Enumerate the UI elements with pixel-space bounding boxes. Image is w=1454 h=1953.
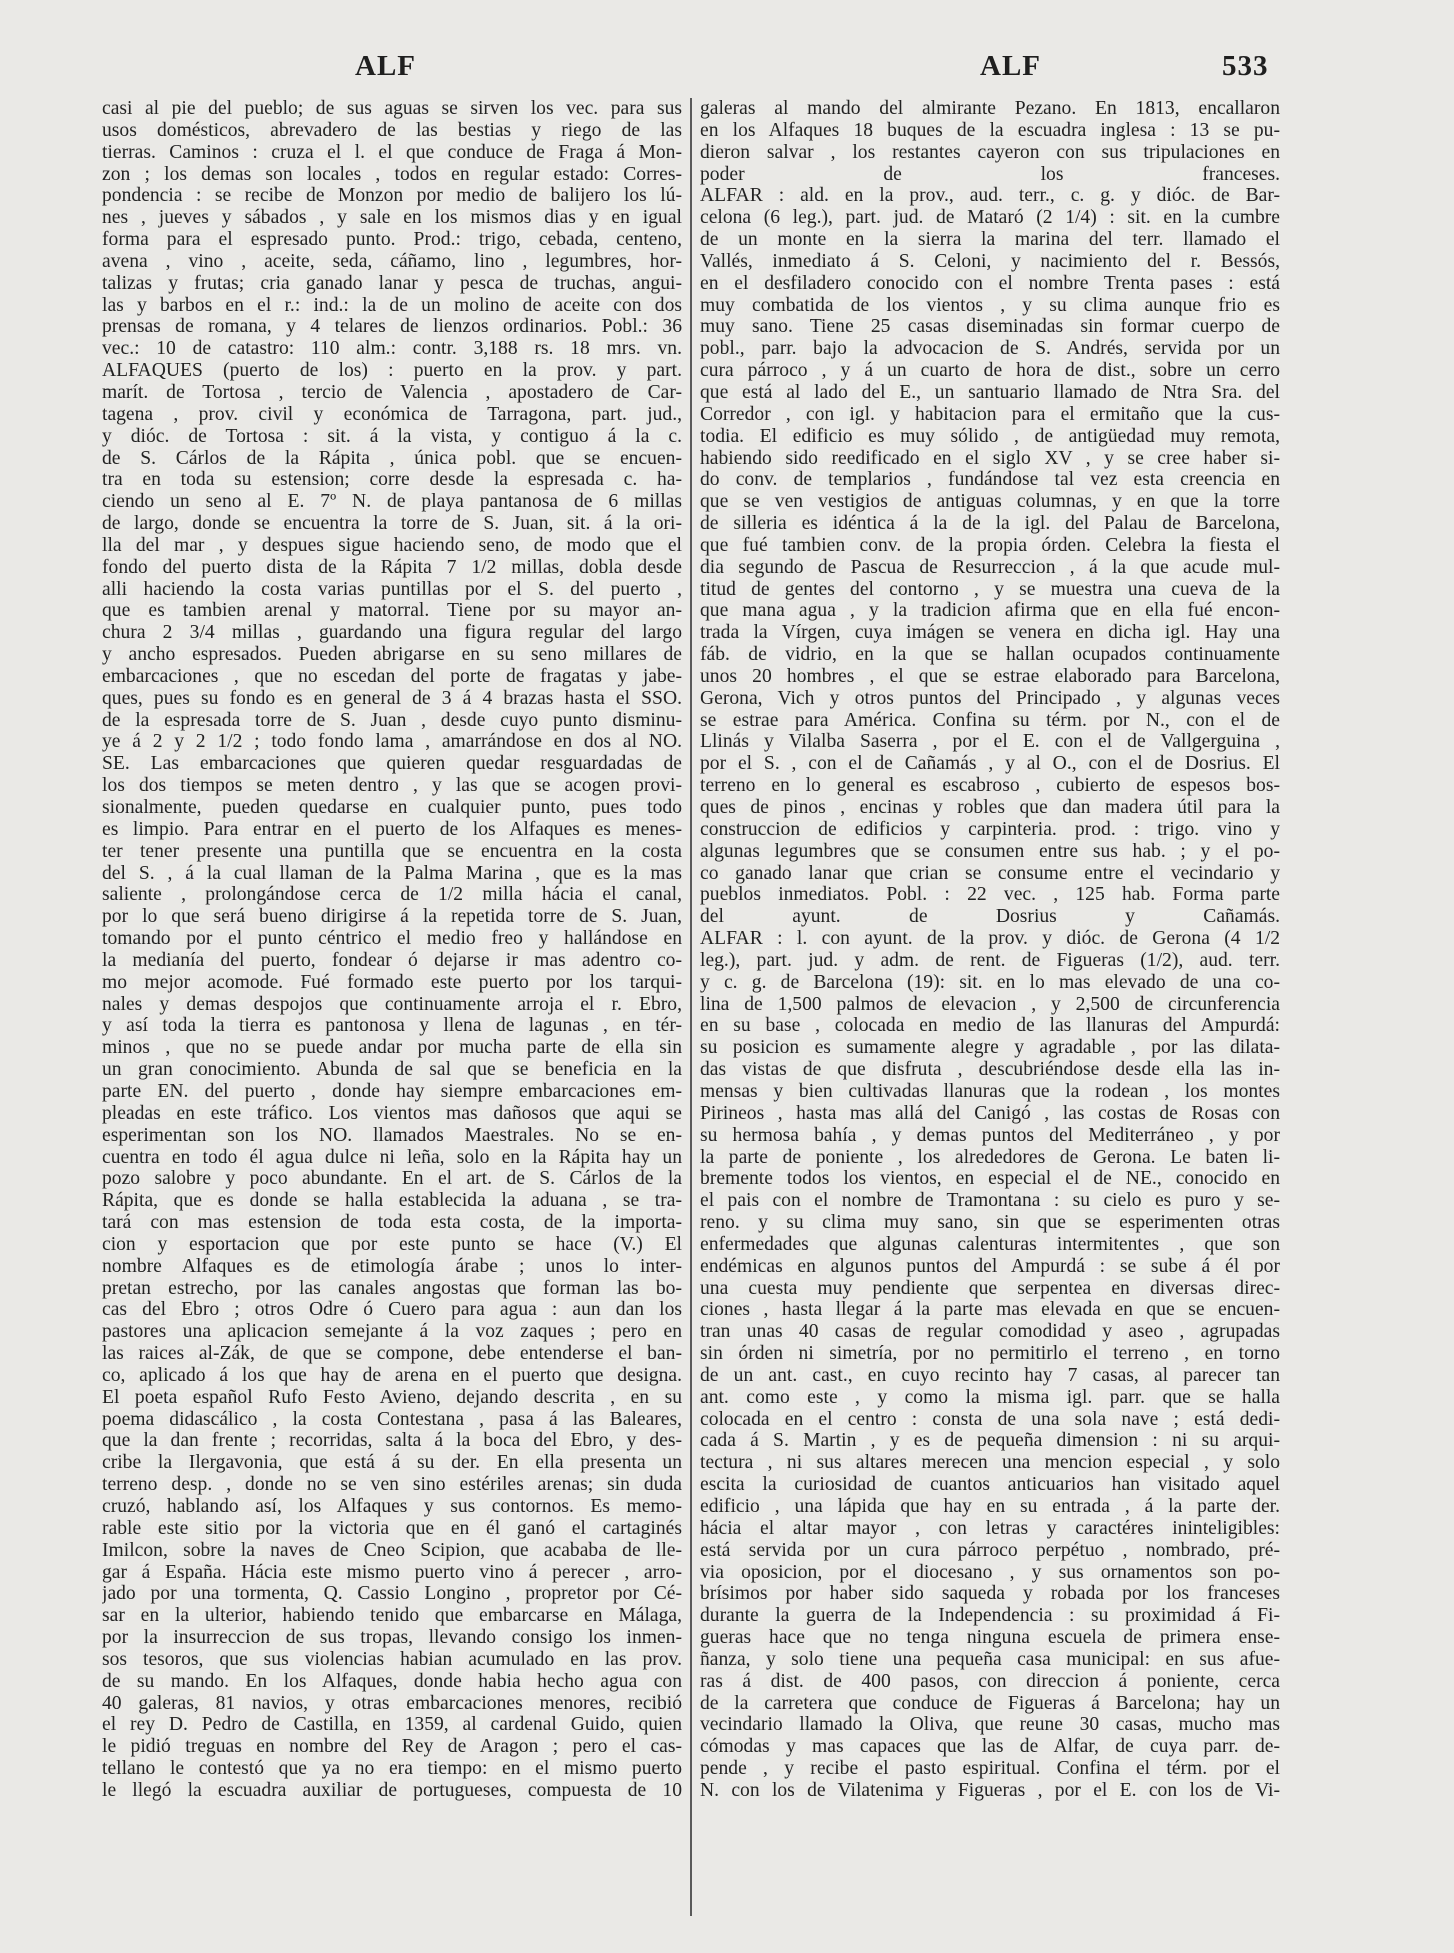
text-line: co ganado lanar que crian se consume entre el vecindario y [700,862,1280,884]
text-line: la parte de poniente , los alrededores de Gerona. Le baten li- [700,1146,1280,1168]
text-line: do conv. de templarios , fundándose tal vez esta creencia en [700,469,1280,491]
text-line: nombre Alfaques es de etimología árabe ; unos lo inter- [102,1255,682,1277]
text-line: poema didascálico , la costa Contestana , pasa á las Baleares, [102,1408,682,1430]
text-line: que fué tambien conv. de la propia órden. Celebra la fiesta el [700,534,1280,556]
text-line: habiendo sido reedificado en el siglo XV , y se cree haber si- [700,447,1280,469]
text-line: das vistas de que disfruta , descubriéndose desde ella las in- [700,1059,1280,1081]
text-line: tellano le contestó que ya no era tiempo: en el mismo puerto [102,1758,682,1780]
text-column-right [700,98,1280,1920]
text-line: de un ant. cast., en cuyo recinto hay 7 casas, al parecer tan [700,1364,1280,1386]
running-head-right: ALF [980,50,1041,82]
text-line: jado por una tormenta, Q. Cassio Longino , propretor por Cé- [102,1583,682,1605]
text-line: cruzó, hablando así, los Alfaques y sus contornos. Es memo- [102,1496,682,1517]
text-line: tará con mas estension de toda esta costa, de la importa- [102,1212,682,1234]
text-line: edificio , una lápida que hay en su entrada , á la parte der. [700,1496,1280,1517]
text-line: pende , y recibe el pasto espiritual. Confina el térm. por el [700,1758,1280,1780]
text-line: vecindario llamado la Oliva, que reune 30 casas, mucho mas [700,1714,1280,1736]
text-line: usos domésticos, abrevadero de las bestias y riego de las [102,119,682,141]
text-line: dia segundo de Pascua de Resurreccion , á la que acude mul- [700,556,1280,578]
text-line: Imilcon, sobre la naves de Cneo Scipion, que acababa de lle- [102,1539,682,1561]
text-line: por lo que será bueno dirigirse á la repetida torre de S. Juan, [102,906,682,928]
text-line: cómodas y mas capaces que las de Alfar, de cuya parr. de- [700,1736,1280,1758]
text-line: ye á 2 y 2 1/2 ; todo fondo lama , amarrándose en dos al NO. [102,731,682,753]
text-line: que está al lado del E., un santuario llamado de Ntra Sra. del [700,381,1280,403]
text-line: está servida por un cura párroco perpétuo , nombrado, pré- [700,1539,1280,1561]
text-line: Rápita, que es donde se halla establecida la aduana , se tra- [102,1190,682,1212]
running-head-left: ALF [355,50,416,82]
text-line: lina de 1,500 palmos de elevacion , y 2,500 de circunferencia [700,993,1280,1015]
text-line: pueblos inmediatos. Pobl. : 22 vec. , 125 hab. Forma parte [700,884,1280,906]
text-line: sin órden ni simetría, por no permitirlo el terreno , en torno [700,1343,1280,1365]
text-line: ñanza, y solo tiene una pequeña casa municipal: en sus afue- [700,1648,1280,1670]
page-number: 533 [1222,50,1269,82]
text-line: celona (6 leg.), part. jud. de Mataró (2 1/4) : sit. en la cumbre [700,207,1280,229]
text-line: un gran conocimiento. Abunda de sal que se beneficia en la [102,1059,682,1081]
text-line: bremente todos los vientos, en especial el de NE., conocido en [700,1168,1280,1190]
text-line: ques, pues su fondo es en general de 3 á 4 brazas hasta el SSO. [102,687,682,709]
text-line: El poeta español Rufo Festo Avieno, dejando descrita , en su [102,1386,682,1408]
text-line: tran unas 40 casas de regular comodidad y aseo , agrupadas [700,1321,1280,1343]
text-line: saliente , prolongándose cerca de 1/2 milla hácia el canal, [102,884,682,906]
text-line: fondo del puerto dista de la Rápita 7 1/2 millas, dobla desde [102,556,682,578]
text-line: casi al pie del pueblo; de sus aguas se sirven los vec. para sus [102,98,682,119]
text-line: el pais con el nombre de Tramontana : su cielo es puro y se- [700,1190,1280,1212]
text-line: de su mando. En los Alfaques, donde habia hecho agua con [102,1670,682,1692]
text-line: trada la Vírgen, cuya imágen se venera en dicha igl. Hay una [700,622,1280,644]
text-line: unos 20 hombres , el que se estrae elaborado para Barcelona, [700,665,1280,687]
text-line: nes , jueves y sábados , y sale en los mismos dias y en igual [102,207,682,229]
text-line: brísimos por haber sido saqueda y robada por los franceses [700,1583,1280,1605]
text-line: mo mejor acomode. Fué formado este puerto por los tarqui- [102,971,682,993]
text-line: ciendo un seno al E. 7º N. de playa pantanosa de 6 millas [102,491,682,513]
text-line: en su base , colocada en medio de las llanuras del Ampurdá: [700,1015,1280,1037]
text-line: del S. , á la cual llaman de la Palma Marina , que es la mas [102,862,682,884]
text-line: fáb. de vidrio, en la que se hallan ocupados continuamente [700,644,1280,666]
text-line: su posicion es sumamente alegre y agradable , por las dilata- [700,1037,1280,1059]
text-line: Gerona, Vich y otros puntos del Principado , y algunas veces [700,687,1280,709]
text-line: en los Alfaques 18 buques de la escuadra inglesa : 13 se pu- [700,119,1280,141]
text-line: ant. como este , y como la misma igl. parr. que se halla [700,1386,1280,1408]
text-line: rable este sitio por la victoria que en él ganó el cartaginés [102,1517,682,1539]
text-line: pastores una aplicacion semejante á la voz zaques ; pero en [102,1321,682,1343]
text-line: la medianía del puerto, fondear ó dejarse ir mas adentro co- [102,949,682,971]
text-line: y así toda la tierra es pantonosa y llena de lagunas , en tér- [102,1015,682,1037]
text-line: reno. y su clima muy sano, sin que se esperimenten otras [700,1212,1280,1234]
text-line: Pirineos , hasta mas allá del Canigó , las costas de Rosas con [700,1102,1280,1124]
text-line: de la carretera que conduce de Figueras á Barcelona; hay un [700,1692,1280,1714]
text-line: sos tesoros, que sus violencias habian acumulado en las prov. [102,1648,682,1670]
text-line: cribe la Ilergavonia, que está á su der. En ella presenta un [102,1452,682,1474]
text-line: endémicas en algunos puntos del Ampurdá : se sube á él por [700,1255,1280,1277]
text-line: que la dan frente ; recorridas, salta á la boca del Ebro, y des- [102,1430,682,1452]
text-line: N. con los de Vilatenima y Figueras , por el E. con los de Vi- [700,1779,1280,1801]
text-line: de silleria es idéntica á la de la igl. del Palau de Barcelona, [700,513,1280,535]
text-line: parte EN. del puerto , donde hay siempre embarcaciones em- [102,1080,682,1102]
text-line: alli haciendo la costa varias puntillas por el S. del puerto , [102,578,682,600]
text-line: escita la curiosidad de cuantos anticuarios han visitado aquel [700,1474,1280,1496]
text-line: cada á S. Martin , y es de pequeña dimension : ni su arqui- [700,1430,1280,1452]
text-line: avena , vino , aceite, seda, cáñamo, lino , legumbres, hor- [102,250,682,272]
text-line: que es tambien arenal y matorral. Tiene por su mayor an- [102,600,682,622]
text-line: colocada en el centro : consta de una sola nave ; está dedi- [700,1408,1280,1430]
text-line: sionalmente, pueden quedarse en cualquier punto, pues todo [102,797,682,818]
text-line: ALFAQUES (puerto de los) : puerto en la prov. y part. [102,360,682,382]
text-line: las raices al-Zák, de que se compone, debe entenderse el ban- [102,1343,682,1365]
text-line: tomando por el punto céntrico el medio freo y hallándose en [102,928,682,950]
text-line: los dos tiempos se meten dentro , y las que se acogen provi- [102,775,682,797]
column-divider [690,98,692,1916]
text-line: galeras al mando del almirante Pezano. En 1813, encallaron [700,98,1280,119]
text-line: por el S. , con el de Cañamás , y al O., con el de Dosrius. El [700,753,1280,775]
text-line: del ayunt. de Dosrius y Cañamás. [700,906,1280,928]
text-line: de S. Cárlos de la Rápita , única pobl. que se encuen- [102,447,682,469]
text-line: talizas y frutas; cria ganado lanar y pesca de truchas, angui- [102,272,682,294]
text-line: cuentra en todo él agua dulce ni leña, solo en la Rápita hay un [102,1146,682,1168]
text-line: dieron salvar , los restantes cayeron con sus tripulaciones en [700,141,1280,163]
text-line: de largo, donde se encuentra la torre de S. Juan, sit. á la ori- [102,513,682,535]
text-line: y dióc. de Tortosa : sit. á la vista, y contiguo á la c. [102,425,682,447]
text-line: ras á dist. de 400 pasos, con direccion á poniente, cerca [700,1670,1280,1692]
text-line: de la espresada torre de S. Juan , desde cuyo punto disminu- [102,709,682,731]
text-line: terreno desp. , donde no se ven sino estériles arenas; sin duda [102,1474,682,1496]
text-line: minos , que no se puede andar por mucha parte de ella sin [102,1037,682,1059]
text-line: que se ven vestigios de antiguas columnas, y en que la torre [700,491,1280,513]
text-line: algunas legumbres que se consumen entre sus hab. ; y el po- [700,840,1280,862]
text-line: cas del Ebro ; otros Odre ó Cuero para agua : aun dan los [102,1299,682,1321]
text-line: mensas y bien cultivadas llanuras que la rodean , los montes [700,1080,1280,1102]
text-line: en el desfiladero conocido con el nombre Trenta pases : está [700,272,1280,294]
text-line: poder de los franceses. [700,163,1280,185]
text-line: gueras hace que no tenga ninguna escuela de primera ense- [700,1627,1280,1649]
text-line: vec.: 10 de catastro: 110 alm.: contr. 3,188 rs. 18 mrs. vn. [102,338,682,360]
text-line: su hermosa bahía , y demas puntos del Mediterráneo , y por [700,1124,1280,1146]
text-line: Vallés, inmediato á S. Celoni, y nacimiento del r. Bessós, [700,250,1280,272]
text-line: SE. Las embarcaciones que quieren quedar resguardadas de [102,753,682,775]
text-line: 40 galeras, 81 navios, y otras embarcaciones menores, recibió [102,1692,682,1714]
text-line: ciones , hasta llegar á la parte mas elevada en que se encuen- [700,1299,1280,1321]
text-line: sar en la ulterior, habiendo tenido que embarcarse en Málaga, [102,1605,682,1627]
text-line: zon ; los demas son locales , todos en regular estado: Corres- [102,163,682,185]
text-line: cura párroco , y á un cuarto de hora de dist., sobre un cerro [700,360,1280,382]
text-line: embarcaciones , que no escedan del porte de fragatas y jabe- [102,665,682,687]
text-line: le pidió treguas en nombre del Rey de Aragon ; pero el cas- [102,1736,682,1758]
text-line: enfermedades que algunas calenturas intermitentes , que son [700,1233,1280,1255]
text-line: todia. El edificio es muy sólido , de antigüedad muy remota, [700,425,1280,447]
text-line: leg.), part. jud. y adm. de rent. de Figueras (1/2), aud. terr. [700,949,1280,971]
text-line: ALFAR : ald. en la prov., aud. terr., c. g. y dióc. de Bar- [700,185,1280,207]
text-line: le llegó la escuadra auxiliar de portugueses, compuesta de 10 [102,1779,682,1801]
text-line: lla del mar , y despues sigue haciendo seno, de modo que el [102,534,682,556]
text-line: una cuesta muy pendiente que serpentea en diversas direc- [700,1277,1280,1299]
text-line: se estrae para América. Confina su térm. por N., con el de [700,709,1280,731]
text-line: Corredor , con igl. y habitacion para el ermitaño que la cus- [700,403,1280,425]
text-line: nales y demas despojos que continuamente arroja el r. Ebro, [102,993,682,1015]
text-line: esperimentan son los NO. llamados Maestrales. No se en- [102,1124,682,1146]
text-line: pobl., parr. bajo la advocacion de S. Andrés, servida por un [700,338,1280,360]
text-line: ALFAR : l. con ayunt. de la prov. y dióc. de Gerona (4 1/2 [700,928,1280,950]
text-line: ques de pinos , encinas y robles que dan madera útil para la [700,797,1280,818]
text-line: tectura , ni sus altares merecen una mencion especial , y solo [700,1452,1280,1474]
text-line: pozo salobre y poco abundante. En el art. de S. Cárlos de la [102,1168,682,1190]
text-line: por la insurreccion de sus tropas, llevando consigo los inmen- [102,1627,682,1649]
text-line: chura 2 3/4 millas , guardando una figura regular del largo [102,622,682,644]
text-line: que mana agua , y la tradicion afirma que en ella fué encon- [700,600,1280,622]
text-line: terreno en lo general es escabroso , cubierto de espesos bos- [700,775,1280,797]
text-line: durante la guerra de la Independencia : su proximidad á Fi- [700,1605,1280,1627]
text-line: y c. g. de Barcelona (19): sit. en lo mas elevado de una co- [700,971,1280,993]
text-line: es limpio. Para entrar en el puerto de los Alfaques es menes- [102,818,682,840]
text-line: co, aplicado á los que hay de arena en el puerto que designa. [102,1364,682,1386]
text-line: prensas de romana, y 4 telares de lienzos ordinarios. Pobl.: 36 [102,316,682,338]
text-line: tagena , prov. civil y económica de Tarragona, part. jud., [102,403,682,425]
text-line: ter tener presente una puntilla que se encuentra en la costa [102,840,682,862]
text-line: pondencia : se recibe de Monzon por medio de balijero los lú- [102,185,682,207]
text-line: las y barbos en el r.: ind.: la de un molino de aceite con dos [102,294,682,316]
text-line: tra en toda su estension; corre desde la espresada c. ha- [102,469,682,491]
text-line: el rey D. Pedro de Castilla, en 1359, al cardenal Guido, quien [102,1714,682,1736]
text-column-left [102,98,682,1920]
text-line: muy combatida de los vientos , y su clima aunque frio es [700,294,1280,316]
text-line: construccion de edificios y carpinteria. prod. : trigo. vino y [700,818,1280,840]
text-line: marít. de Tortosa , tercio de Valencia , apostadero de Car- [102,381,682,403]
text-line: y ancho espresados. Pueden abrigarse en su seno millares de [102,644,682,666]
text-line: titud de gentes del contorno , y se muestra una cueva de la [700,578,1280,600]
text-line: pretan estrecho, por las canales angostas que forman las bo- [102,1277,682,1299]
text-line: via oposicion, por el diocesano , y sus ornamentos son po- [700,1561,1280,1583]
text-line: pleadas en este tráfico. Los vientos mas dañosos que aqui se [102,1102,682,1124]
text-line: Llinás y Vilalba Saserra , por el E. con el de Vallgerguina , [700,731,1280,753]
text-line: tierras. Caminos : cruza el l. el que conduce de Fraga á Mon- [102,141,682,163]
text-line: gar á España. Hácia este mismo puerto vino á perecer , arro- [102,1561,682,1583]
text-line: forma para el espresado punto. Prod.: trigo, cebada, centeno, [102,229,682,251]
text-line: hácia el altar mayor , con letras y caractéres ininteligibles: [700,1517,1280,1539]
text-line: de un monte en la sierra la marina del terr. llamado el [700,229,1280,251]
text-line: cion y esportacion que por este punto se hace (V.) El [102,1233,682,1255]
text-line: muy sano. Tiene 25 casas diseminadas sin formar cuerpo de [700,316,1280,338]
